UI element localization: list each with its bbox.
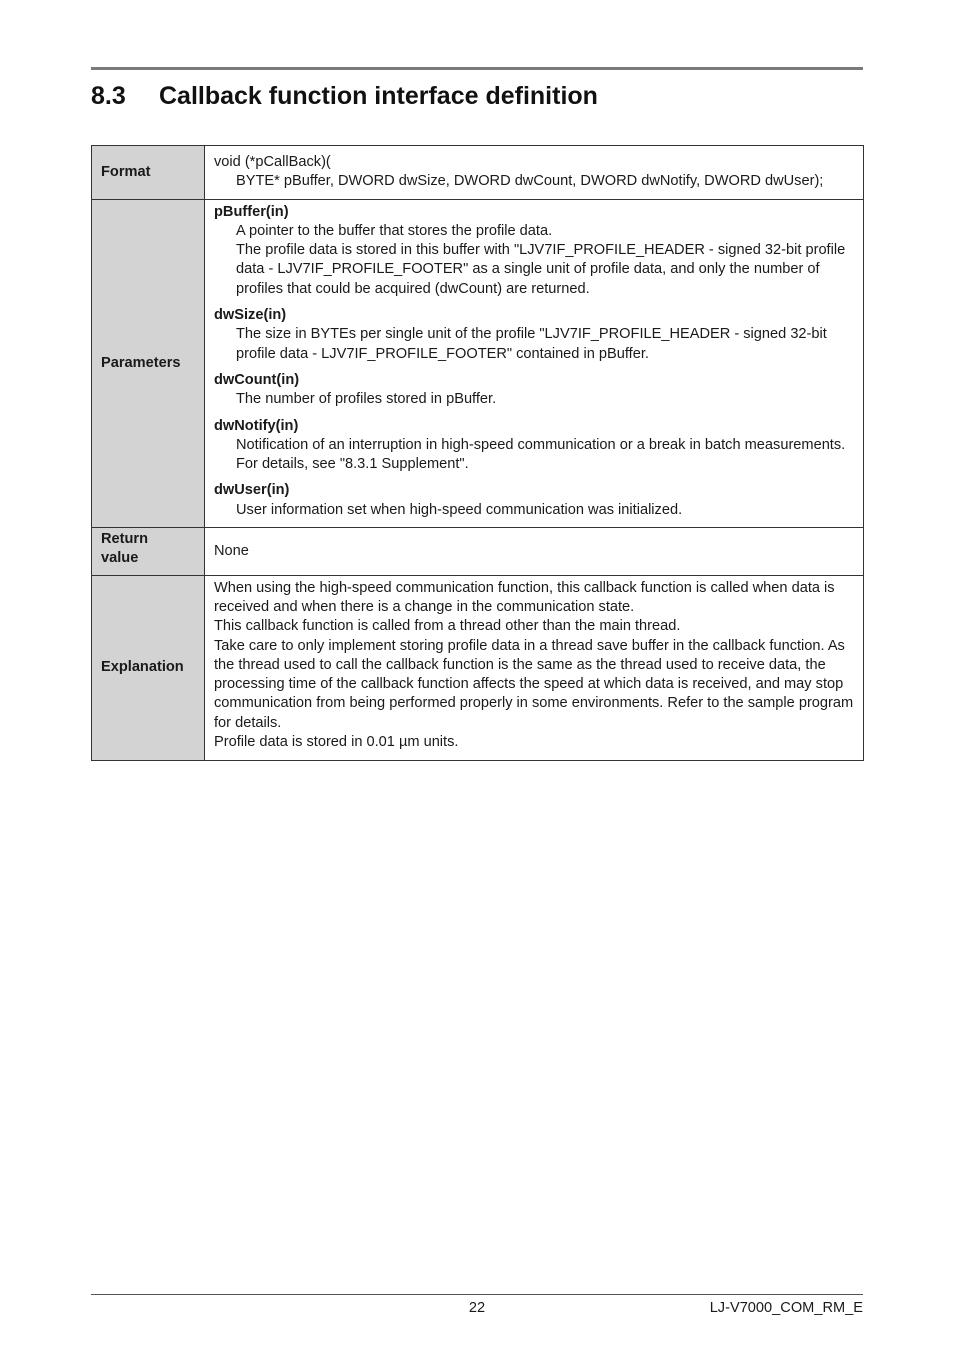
param-desc: The size in BYTEs per single unit of the profile "LJV7IF_PROFILE_HEADER - signed 32-bit profile data - LJV7IF_PROFILE_FOOTER" contained in pBuffer. — [236, 326, 827, 362]
return-value-row — [92, 528, 864, 576]
bottom-rule — [91, 1294, 863, 1295]
param-dwsize — [214, 306, 854, 364]
param-pbuffer — [214, 203, 854, 299]
parameters-row — [92, 199, 864, 527]
top-rule — [91, 67, 863, 70]
return-value-content: None — [205, 528, 864, 576]
format-label: Format — [92, 146, 205, 200]
param-dwcount — [214, 371, 854, 410]
explanation-line: This callback function is called from a thread other than the main thread. — [214, 618, 681, 635]
return-label-line-2: value — [101, 550, 139, 567]
return-value-label — [92, 528, 205, 576]
callback-definition-table — [91, 145, 864, 761]
param-name: dwUser(in) — [214, 482, 290, 499]
param-name: pBuffer(in) — [214, 203, 289, 220]
format-content — [205, 146, 864, 200]
explanation-line: Take care to only implement storing profile data in a thread save buffer in the callback function. As the thread used to call the callback function is the same as the thread used to receive data, the processing time of the callback function affects the speed at which data is received, and may stop communication from being performed properly in some environments. Refer to the sample program for details. — [214, 637, 854, 731]
param-name: dwNotify(in) — [214, 417, 299, 434]
explanation-line: Profile data is stored in 0.01 µm units. — [214, 734, 459, 751]
document-id: LJ-V7000_COM_RM_E — [709, 1300, 863, 1316]
param-desc: A pointer to the buffer that stores the profile data. — [236, 222, 553, 239]
param-desc: Notification of an interruption in high-speed communication or a break in batch measurements. — [236, 436, 846, 453]
param-name: dwCount(in) — [214, 371, 300, 388]
param-desc: The profile data is stored in this buffer with "LJV7IF_PROFILE_HEADER - signed 32-bit profile data - LJV7IF_PROFILE_FOOTER" as a single unit of profile data, and only the number of profiles that could be acquired (dwCount) are returned. — [236, 242, 846, 297]
param-desc: User information set when high-speed communication was initialized. — [236, 501, 683, 518]
format-row — [92, 146, 864, 200]
section-number: 8.3 — [91, 82, 126, 110]
param-dwuser — [214, 481, 854, 520]
return-label-line-1: Return — [101, 531, 149, 548]
param-dwnotify — [214, 417, 854, 475]
explanation-content — [205, 575, 864, 761]
format-line-1: void (*pCallBack)( — [214, 154, 331, 170]
explanation-row — [92, 575, 864, 761]
page-number: 22 — [468, 1300, 486, 1316]
param-desc: The number of profiles stored in pBuffer. — [236, 391, 497, 408]
param-name: dwSize(in) — [214, 307, 287, 324]
parameters-label: Parameters — [92, 199, 205, 527]
section-heading — [91, 82, 598, 111]
parameters-content — [205, 199, 864, 527]
param-desc: For details, see "8.3.1 Supplement". — [236, 456, 469, 473]
explanation-line: When using the high-speed communication function, this callback function is called when data is received and when there is a change in the communication state. — [214, 579, 835, 615]
section-title: Callback function interface definition — [159, 82, 598, 110]
explanation-label: Explanation — [92, 575, 205, 761]
format-line-2: BYTE* pBuffer, DWORD dwSize, DWORD dwCount, DWORD dwNotify, DWORD dwUser); — [236, 173, 824, 190]
